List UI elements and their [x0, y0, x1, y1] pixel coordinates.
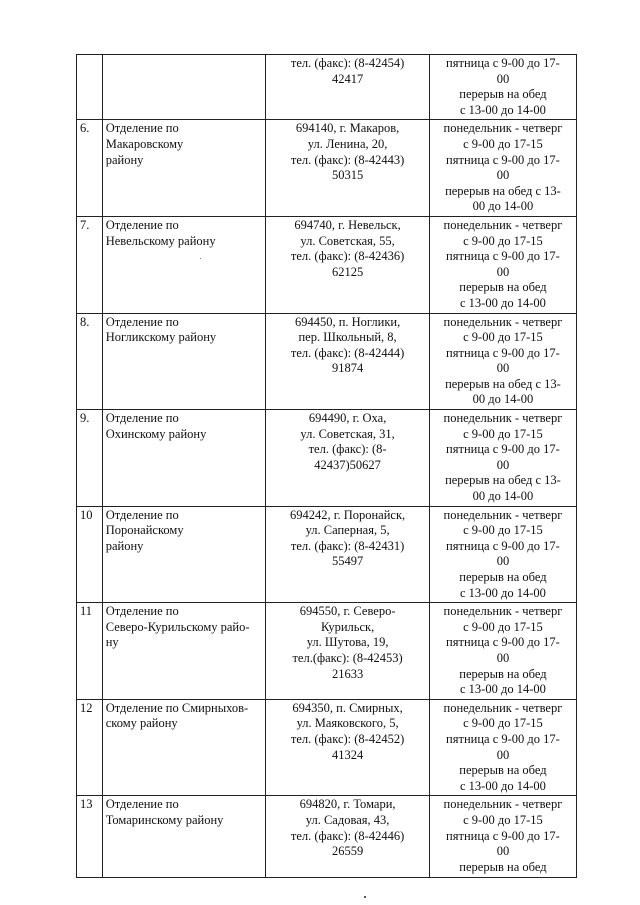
- office-name-line: Охинскому району: [105, 426, 207, 441]
- table-row: [77, 55, 577, 120]
- office-address-line: Курильск,: [320, 619, 375, 634]
- office-name-line: ну: [105, 635, 119, 650]
- office-hours-line: с 9-00 до 17-15: [463, 330, 543, 345]
- office-address-line: 694350, п. Смирных,: [292, 700, 403, 715]
- row-number-cell: [77, 55, 103, 120]
- office-hours-line: 00: [496, 264, 510, 279]
- office-name-line: району: [105, 538, 144, 553]
- office-name-line: скому району: [105, 716, 178, 731]
- office-hours-cell: [429, 313, 576, 410]
- office-name-line: Отделение по: [105, 314, 179, 329]
- office-address-line: 694242, г. Поронайск,: [290, 507, 406, 522]
- office-address-line: 694740, г. Невельск,: [294, 217, 401, 232]
- office-hours-line: пятница с 9-00 до 17-: [446, 442, 560, 457]
- office-address-line: ул. Советская, 55,: [300, 233, 395, 248]
- scan-speck: [200, 258, 201, 259]
- office-hours-line: с 13-00 до 14-00: [460, 585, 546, 600]
- office-name-line: Отделение по: [105, 797, 179, 812]
- office-hours-line: перерыв на обед: [459, 859, 547, 874]
- office-hours-line: перерыв на обед: [459, 280, 547, 295]
- office-name-cell: [102, 216, 266, 313]
- table-row: [77, 603, 577, 700]
- office-address-line: ул. Шутова, 19,: [306, 635, 389, 650]
- office-hours-line: с 13-00 до 14-00: [460, 682, 546, 697]
- offices-table-body: [77, 55, 577, 878]
- office-hours-line: 00: [496, 457, 510, 472]
- office-name-line: району: [105, 152, 144, 167]
- office-address-cell: [266, 55, 430, 120]
- office-hours-line: пятница с 9-00 до 17-: [446, 828, 560, 843]
- office-hours-line: перерыв на обед с 13-: [445, 376, 561, 391]
- office-address-line: тел. (факс): (8-42431): [290, 538, 405, 553]
- office-hours-line: 00 до 14-00: [472, 199, 534, 214]
- office-name-line: Отделение по: [105, 217, 179, 232]
- office-hours-line: пятница с 9-00 до 17-: [446, 152, 560, 167]
- offices-table: [76, 54, 577, 878]
- office-address-line: ул. Маяковского, 5,: [296, 716, 399, 731]
- office-hours-line: с 9-00 до 17-15: [463, 523, 543, 538]
- office-name-cell: [102, 410, 266, 507]
- office-address-line: ул. Садовая, 43,: [305, 812, 390, 827]
- office-address-line: 62125: [331, 264, 364, 279]
- office-name-line: Невельскому району: [105, 233, 216, 248]
- office-hours-line: понедельник - четверг: [443, 411, 563, 426]
- office-address-line: тел.(факс): (8-42453): [292, 650, 403, 665]
- office-hours-cell: [429, 699, 576, 796]
- office-address-line: тел. (факс): (8-42444): [290, 345, 405, 360]
- office-address-line: 41324: [331, 747, 364, 762]
- office-hours-cell: [429, 603, 576, 700]
- office-name-cell: [102, 796, 266, 878]
- office-hours-line: с 13-00 до 14-00: [460, 102, 546, 117]
- table-row: [77, 796, 577, 878]
- row-number-cell: 12: [77, 699, 103, 796]
- table-row: [77, 699, 577, 796]
- office-hours-line: пятница с 9-00 до 17-: [446, 731, 560, 746]
- office-hours-line: перерыв на обед: [459, 666, 547, 681]
- office-hours-cell: [429, 216, 576, 313]
- office-hours-line: перерыв на обед: [459, 763, 547, 778]
- office-name-line: Отделение по Смирныхов-: [105, 700, 249, 715]
- office-hours-line: 00: [496, 650, 510, 665]
- office-hours-line: 00: [496, 747, 510, 762]
- office-address-cell: [266, 796, 430, 878]
- office-address-line: тел. (факс): (8-42452): [290, 731, 405, 746]
- office-address-cell: [266, 313, 430, 410]
- office-hours-line: пятница с 9-00 до 17-: [446, 56, 560, 70]
- row-number-cell: 11: [77, 603, 103, 700]
- office-address-line: 26559: [331, 844, 364, 859]
- office-hours-cell: [429, 55, 576, 120]
- office-hours-line: понедельник - четверг: [443, 121, 563, 136]
- office-address-line: тел. (факс): (8-42443): [290, 152, 405, 167]
- office-hours-cell: [429, 120, 576, 217]
- office-address-line: ул. Саперная, 5,: [305, 523, 390, 538]
- table-row: [77, 313, 577, 410]
- page-mark: [364, 896, 366, 898]
- office-address-line: пер. Школьный, 8,: [298, 330, 397, 345]
- office-hours-line: с 9-00 до 17-15: [463, 136, 543, 151]
- office-address-line: 21633: [331, 666, 364, 681]
- office-hours-line: с 9-00 до 17-15: [463, 233, 543, 248]
- office-hours-line: 00 до 14-00: [472, 489, 534, 504]
- office-address-line: 694820, г. Томари,: [299, 797, 396, 812]
- office-name-line: Отделение по: [105, 411, 179, 426]
- office-name-line: Ногликскому району: [105, 330, 217, 345]
- office-hours-line: 00: [496, 71, 510, 86]
- office-name-cell: [102, 55, 266, 120]
- office-hours-line: 00: [496, 554, 510, 569]
- office-hours-cell: [429, 796, 576, 878]
- office-name-line: Поронайскому: [105, 523, 184, 538]
- office-address-line: ул. Ленина, 20,: [307, 136, 388, 151]
- office-name-line: Макаровскому: [105, 136, 184, 151]
- office-address-line: тел. (факс): (8-42454): [290, 56, 405, 70]
- office-name-cell: [102, 603, 266, 700]
- office-address-cell: [266, 699, 430, 796]
- office-hours-line: понедельник - четверг: [443, 507, 563, 522]
- office-hours-line: с 9-00 до 17-15: [463, 426, 543, 441]
- office-address-cell: [266, 120, 430, 217]
- office-hours-line: понедельник - четверг: [443, 217, 563, 232]
- office-address-line: тел. (факс): (8-: [308, 442, 387, 457]
- office-name-cell: [102, 313, 266, 410]
- row-number-cell: 8.: [77, 313, 103, 410]
- office-name-line: Отделение по: [105, 121, 179, 136]
- row-number-cell: 7.: [77, 216, 103, 313]
- office-hours-line: 00 до 14-00: [472, 392, 534, 407]
- office-hours-line: пятница с 9-00 до 17-: [446, 249, 560, 264]
- office-hours-cell: [429, 506, 576, 603]
- office-address-line: 694450, п. Ноглики,: [294, 314, 401, 329]
- office-hours-line: с 13-00 до 14-00: [460, 778, 546, 793]
- row-number-cell: 10: [77, 506, 103, 603]
- row-number-cell: 13: [77, 796, 103, 878]
- office-name-line: Отделение по: [105, 507, 179, 522]
- office-hours-line: понедельник - четверг: [443, 700, 563, 715]
- office-hours-line: пятница с 9-00 до 17-: [446, 635, 560, 650]
- office-hours-line: с 13-00 до 14-00: [460, 295, 546, 310]
- office-address-cell: [266, 410, 430, 507]
- office-hours-line: понедельник - четверг: [443, 797, 563, 812]
- office-hours-line: перерыв на обед с 13-: [445, 183, 561, 198]
- row-number-cell: 6.: [77, 120, 103, 217]
- office-hours-line: 00: [496, 361, 510, 376]
- table-row: [77, 120, 577, 217]
- office-hours-line: с 9-00 до 17-15: [463, 619, 543, 634]
- office-hours-line: понедельник - четверг: [443, 604, 563, 619]
- office-address-line: 55497: [331, 554, 364, 569]
- office-name-line: Томаринскому району: [105, 812, 224, 827]
- office-hours-line: перерыв на обед с 13-: [445, 473, 561, 488]
- office-address-line: 694490, г. Оха,: [308, 411, 387, 426]
- office-name-line: Северо-Курильскому райо-: [105, 619, 250, 634]
- table-row: [77, 410, 577, 507]
- office-hours-line: перерыв на обед: [459, 87, 547, 102]
- table-row: [77, 506, 577, 603]
- office-address-cell: [266, 506, 430, 603]
- office-name-cell: [102, 506, 266, 603]
- office-address-line: ул. Советская, 31,: [300, 426, 395, 441]
- office-hours-line: понедельник - четверг: [443, 314, 563, 329]
- office-name-cell: [102, 699, 266, 796]
- office-address-line: 42437)50627: [314, 457, 381, 472]
- office-address-line: 694550, г. Северо-: [299, 604, 396, 619]
- office-address-line: тел. (факс): (8-42436): [290, 249, 405, 264]
- office-hours-line: перерыв на обед: [459, 570, 547, 584]
- office-name-line: Отделение по: [105, 604, 179, 619]
- office-hours-cell: [429, 410, 576, 507]
- office-address-line: 42417: [331, 71, 364, 86]
- office-hours-line: 00: [496, 168, 510, 183]
- office-address-line: 91874: [331, 361, 364, 376]
- office-address-line: 694140, г. Макаров,: [295, 121, 400, 136]
- office-hours-line: 00: [496, 844, 510, 859]
- row-number-cell: 9.: [77, 410, 103, 507]
- office-hours-line: с 9-00 до 17-15: [463, 716, 543, 731]
- office-name-cell: [102, 120, 266, 217]
- office-address-line: тел. (факс): (8-42446): [290, 828, 405, 843]
- office-hours-line: с 9-00 до 17-15: [463, 812, 543, 827]
- office-address-cell: [266, 216, 430, 313]
- office-address-line: 50315: [331, 168, 364, 183]
- table-row: [77, 216, 577, 313]
- office-hours-line: пятница с 9-00 до 17-: [446, 538, 560, 553]
- office-address-cell: [266, 603, 430, 700]
- office-hours-line: пятница с 9-00 до 17-: [446, 345, 560, 360]
